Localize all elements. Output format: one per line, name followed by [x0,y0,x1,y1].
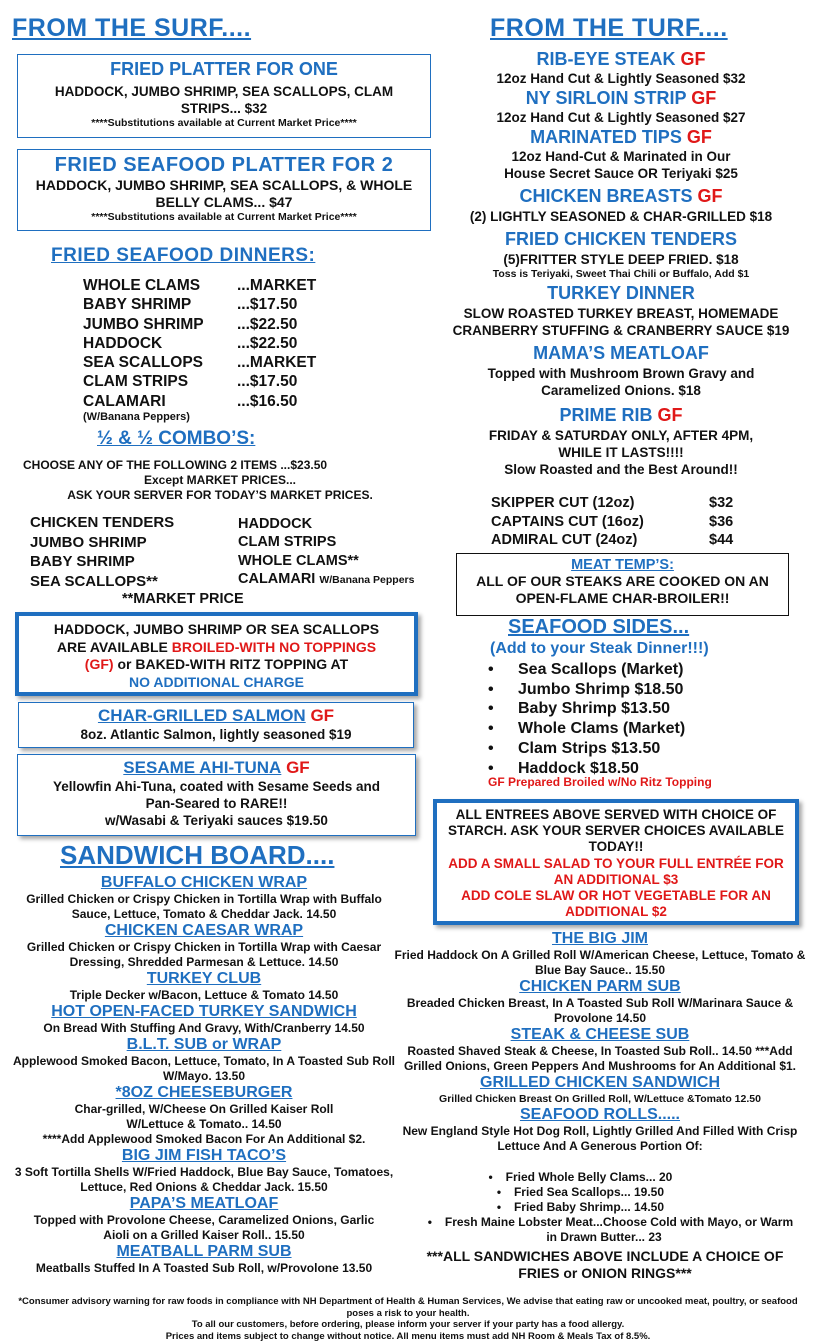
sandwich-desc: Fried Haddock On A Grilled Roll W/American Cheese, Lettuce, Tomato & Blue Bay Sauce.. 15.50 [394,948,806,977]
tuna-desc-2: w/Wasabi & Teriyaki sauces $19.50 [105,813,328,828]
combo-item: BABY SHRIMP [30,553,135,570]
cut-row [491,513,751,532]
turf-item-desc: 12oz Hand Cut & Lightly Seasoned $27 [496,110,746,125]
combo-item: SEA SCALLOPS** [30,572,158,590]
sandwich-left-list [8,874,400,1276]
gf-label: GF [657,405,683,425]
combo-line-2: Except MARKET PRICES... [143,473,297,487]
gf-label: GF [310,706,335,725]
cut-price: $32 [709,495,734,511]
broiled-text: ARE AVAILABLE [56,638,172,655]
dinner-name: CALAMARI [83,392,166,410]
tenders-desc: (5)FRITTER STYLE DEEP FRIED. $18 [503,252,739,267]
sandwich-heading: SANDWICH BOARD.... [60,840,335,870]
broiled-option: BROILED-WITH NO TOPPINGS [171,638,377,655]
broiled-box [15,612,418,696]
seafood-rolls-name: SEAFOOD ROLLS..... [519,1106,680,1123]
dinner-item [83,353,383,372]
side-item: • Clam Strips $13.50 [488,739,685,759]
dinner-item [83,276,383,295]
gf-label: (GF) [84,656,114,672]
turkey-name: TURKEY DINNER [547,283,695,303]
primerib-line-1: FRIDAY & SATURDAY ONLY, AFTER 4PM, [488,428,754,443]
cut-row [491,531,751,550]
platter-two-desc: HADDOCK, JUMBO SHRIMP, SEA SCALLOPS, & WHOLE BELLY CLAMS... $47 [35,177,413,210]
side-item: • Haddock $18.50 [488,759,685,779]
sandwich-desc: 3 Soft Tortilla Shells W/Fried Haddock, Blue Bay Sauce, Tomatoes, Lettuce, Red Onions & Cheddar Jack. 15.50 [14,1165,394,1194]
platter-two-title: FRIED SEAFOOD PLATTER FOR 2 [54,154,394,176]
sides-list [488,660,685,778]
cut-name: SKIPPER CUT (12oz) [491,495,635,511]
combo-item: JUMBO SHRIMP [30,533,147,551]
sandwich-desc: Topped with Provolone Cheese, Caramelized Onions, Garlic Aioli on a Grilled Kaiser Roll.. 15.50 [33,1213,375,1242]
tenders-note: Toss is Teriyaki, Sweet Thai Chili or Buffalo, Add $1 [492,268,750,280]
turf-item-name: CHICKEN BREASTS [519,186,693,206]
dinner-name: BABY SHRIMP [83,296,192,314]
combo-item: WHOLE CLAMS** [238,552,359,569]
turf-list [436,48,806,478]
combo-calamari: CALAMARI [238,570,316,587]
combo-right-list [238,515,414,589]
platter-two-box [17,149,431,231]
gf-label: GF [286,758,310,777]
sides-subtitle: (Add to your Steak Dinner!!!) [490,640,709,657]
sandwich-name: STEAK & CHEESE SUB [510,1026,690,1043]
broiled-line-1: HADDOCK, JUMBO SHRIMP OR SEA SCALLOPS [53,621,380,637]
cut-name: ADMIRAL CUT (24oz) [491,532,638,548]
meat-temp-desc: ALL OF OUR STEAKS ARE COOKED ON AN OPEN-FLAME CHAR-BROILER!! [476,573,769,606]
turf-item-title [436,48,806,70]
side-item: • Sea Scallops (Market) [488,660,685,680]
dinner-price: ...$16.50 [237,392,298,410]
sandwich-desc: Grilled Chicken or Crispy Chicken in Tortilla Wrap with Caesar Dressing, Shredded Parmesan & Lettuce. 14.50 [26,940,382,969]
turf-item-title [436,126,806,148]
footer [10,1296,806,1342]
sandwich-name: TURKEY CLUB [146,970,262,987]
salmon-title: CHAR-GRILLED SALMON [97,706,306,725]
roll-item: • Fried Baby Shrimp... 14.50 [348,1200,800,1215]
salmon-title-line [19,706,413,726]
primerib-line-2: WHILE IT LASTS!!!! [558,445,684,460]
entrees-box [433,799,799,925]
turf-item-name: NY SIRLOIN STRIP [525,88,687,108]
dinner-name: HADDOCK [83,334,163,352]
dinner-price: ...$17.50 [237,373,298,391]
sandwich-extra: ****Add Applewood Smoked Bacon For An Additional $2. [42,1132,366,1146]
sandwich-name: B.L.T. SUB or WRAP [126,1036,282,1053]
gf-label: GF [697,186,723,206]
tuna-title: SESAME AHI-TUNA [123,758,282,777]
tuna-title-line [18,758,415,778]
sandwich-desc: Triple Decker w/Bacon, Lettuce & Tomato 14.50 [69,988,339,1002]
cut-name: CAPTAINS CUT (16oz) [491,513,644,530]
dinner-name: CLAM STRIPS [83,373,189,391]
sandwich-desc: Applewood Smoked Bacon, Lettuce, Tomato, In A Toasted Sub Roll W/Mayo. 13.50 [12,1054,396,1083]
surf-heading: FROM THE SURF.... [12,14,252,42]
platter-two-note: ****Substitutions available at Current Market Price**** [91,211,357,223]
turf-item-name: RIB-EYE STEAK [536,49,676,69]
sandwich-name: BUFFALO CHICKEN WRAP [100,874,308,891]
dinner-item [83,372,383,391]
cut-price: $44 [709,532,734,548]
dinner-name: JUMBO SHRIMP [83,315,204,333]
broiled-text: or BAKED-WITH RITZ TOPPING AT [113,656,349,672]
seafood-rolls-list [408,1170,800,1245]
calamari-note: (W/Banana Peppers) [83,411,190,424]
gf-label: GF [691,88,717,108]
tenders-name: FRIED CHICKEN TENDERS [504,229,737,249]
sandwich-name: CHICKEN PARM SUB [519,978,681,995]
dinner-price: ...MARKET [237,354,317,372]
sandwich-desc: Roasted Shaved Steak & Cheese, In Toasted Sub Roll.. 14.50 ***Add Grilled Onions, Green Peppers And Mushrooms for An Additional $1. [403,1044,797,1073]
sandwich-desc: Grilled Chicken or Crispy Chicken in Tortilla Wrap with Buffalo Sauce, Lettuce, Tomato & Cheddar Jack. 14.50 [26,892,382,921]
turf-heading: FROM THE TURF.... [490,14,728,42]
dinner-price: ...$22.50 [237,315,298,333]
tuna-desc: Yellowfin Ahi-Tuna, coated with Sesame Seeds and Pan-Seared to RARE!! [52,779,381,811]
turf-item-desc: (2) LIGHTLY SEASONED & CHAR-GRILLED $18 [469,209,773,224]
dinner-price: ...$17.50 [237,296,298,314]
sandwich-name: *8OZ CHEESEBURGER [115,1084,293,1101]
dinner-item [83,295,383,314]
sandwich-name: CHICKEN CAESAR WRAP [104,922,304,939]
dinner-item [83,392,383,411]
primerib-name: PRIME RIB [559,405,653,425]
footer-prices: Prices and items subject to change without notice. All menu items must add NH Room & Meals Tax of 8.5%. [165,1330,651,1342]
tuna-box [17,754,416,836]
salmon-box [18,702,414,748]
turf-item-title [436,87,806,109]
footer-advisory: *Consumer advisory warning for raw foods in compliance with NH Department of Health & Human Services, We advise that eating raw or uncooked meat, poultry, or seafood poses a risk to your health. [18,1296,798,1319]
sandwich-name: MEATBALL PARM SUB [116,1243,292,1260]
sandwich-name: HOT OPEN-FACED TURKEY SANDWICH [51,1003,357,1020]
primerib-line-3: Slow Roasted and the Best Around!! [504,462,738,477]
platter-one-title: FRIED PLATTER FOR ONE [110,59,338,79]
dinner-name: SEA SCALLOPS [83,354,203,372]
primerib-title [436,403,806,427]
dinner-price: ...MARKET [237,277,317,294]
roll-item: • Fried Sea Scallops... 19.50 [348,1185,800,1200]
turkey-desc: SLOW ROASTED TURKEY BREAST, HOMEMADE CRANBERRY STUFFING & CRANBERRY SAUCE $19 [452,306,790,338]
dinners-title: FRIED SEAFOOD DINNERS: [51,245,316,266]
entrees-line-2: ADD A SMALL SALAD TO YOUR FULL ENTRÉE FOR AN ADDITIONAL $3 [448,855,784,887]
salmon-desc: 8oz. Atlantic Salmon, lightly seasoned $19 [80,727,352,742]
meatloaf-name: MAMA’S MEATLOAF [533,343,709,363]
sandwich-desc: Meatballs Stuffed In A Toasted Sub Roll, w/Provolone 13.50 [35,1261,373,1275]
side-item: • Jumbo Shrimp $18.50 [488,680,685,700]
platter-one-box [17,54,431,138]
dinner-item [83,334,383,353]
roll-item: • Fresh Maine Lobster Meat...Choose Cold with Mayo, or Warm in Drawn Butter... 23 [408,1215,800,1245]
combo-item [238,570,414,589]
sandwich-desc: On Bread With Stuffing And Gravy, With/Cranberry 14.50 [43,1021,365,1035]
combo-item: CHICKEN TENDERS [30,514,175,531]
cut-price: $36 [709,513,734,530]
sandwich-desc: Breaded Chicken Breast, In A Toasted Sub Roll W/Marinara Sauce & Provolone 14.50 [406,996,794,1025]
sides-note: GF Prepared Broiled w/No Ritz Topping [488,775,712,789]
fries-note: ***ALL SANDWICHES ABOVE INCLUDE A CHOICE OF FRIES or ONION RINGS*** [426,1248,784,1281]
gf-label: GF [686,127,712,147]
primerib-cuts [491,494,751,550]
combo-left-list [30,513,174,591]
gf-label: GF [680,49,706,69]
meat-temp-box [456,553,789,616]
market-price-note: **MARKET PRICE [122,591,244,607]
combo-line-1: CHOOSE ANY OF THE FOLLOWING 2 ITEMS ...$23.50 [23,458,328,472]
dinner-name: WHOLE CLAMS [83,277,201,294]
dinner-item [83,315,383,334]
combo-calamari-note: W/Banana Peppers [319,573,415,586]
broiled-line-3 [19,656,414,674]
side-item: • Whole Clams (Market) [488,719,685,739]
sandwich-name: GRILLED CHICKEN SANDWICH [480,1074,720,1091]
sandwich-desc: Grilled Chicken Breast On Grilled Roll, W/Lettuce &Tomato 12.50 [439,1093,761,1105]
combo-line-3: ASK YOUR SERVER FOR TODAY’S MARKET PRICES. [67,488,373,502]
meatloaf-desc: Topped with Mushroom Brown Gravy and Caramelized Onions. $18 [487,366,755,398]
seafood-rolls-desc: New England Style Hot Dog Roll, Lightly Grilled And Filled With Crisp Lettuce And A Generous Portion Of: [402,1124,798,1153]
broiled-line-2 [19,639,414,657]
turf-item-name: MARINATED TIPS [530,127,682,147]
platter-one-note: ****Substitutions available at Current Market Price**** [91,117,357,129]
meat-temp-title: MEAT TEMP’S: [571,557,674,573]
sandwich-name: THE BIG JIM [551,930,648,947]
broiled-line-4: NO ADDITIONAL CHARGE [129,673,304,690]
entrees-line-3: ADD COLE SLAW OR HOT VEGETABLE FOR AN ADDITIONAL $2 [461,888,771,920]
combo-item: CLAM STRIPS [238,534,337,551]
turf-item-desc: 12oz Hand Cut & Lightly Seasoned $32 [496,71,746,86]
platter-one-desc: HADDOCK, JUMBO SHRIMP, SEA SCALLOPS, CLAM STRIPS... $32 [54,84,394,116]
turf-item-title [436,184,806,208]
sides-title: SEAFOOD SIDES... [508,616,690,638]
sandwich-desc: Char-grilled, W/Cheese On Grilled Kaiser Roll W/Lettuce & Tomato.. 14.50 [74,1102,334,1131]
dinners-list [83,276,383,424]
turf-item-desc: 12oz Hand-Cut & Marinated in Our House Secret Sauce OR Teriyaki $25 [504,149,738,181]
entrees-line-1: ALL ENTREES ABOVE SERVED WITH CHOICE OF STARCH. ASK YOUR SERVER CHOICES AVAILABLE TODAY!! [447,807,785,855]
combo-title: ½ & ½ COMBO’S: [97,428,256,449]
combo-instructions [15,458,425,503]
dinner-price: ...$22.50 [237,334,298,352]
roll-item: • Fried Whole Belly Clams... 20 [348,1170,800,1185]
footer-allergy: To all our customers, before ordering, please inform your server if your party has a food allergy. [191,1319,625,1330]
sandwich-right-list [394,930,806,1154]
sandwich-name: BIG JIM FISH TACO’S [121,1147,287,1164]
sandwich-name: PAPA’S MEATLOAF [129,1195,279,1212]
combo-item: HADDOCK [238,516,313,532]
side-item: • Baby Shrimp $13.50 [488,699,685,719]
cut-row [491,494,751,513]
